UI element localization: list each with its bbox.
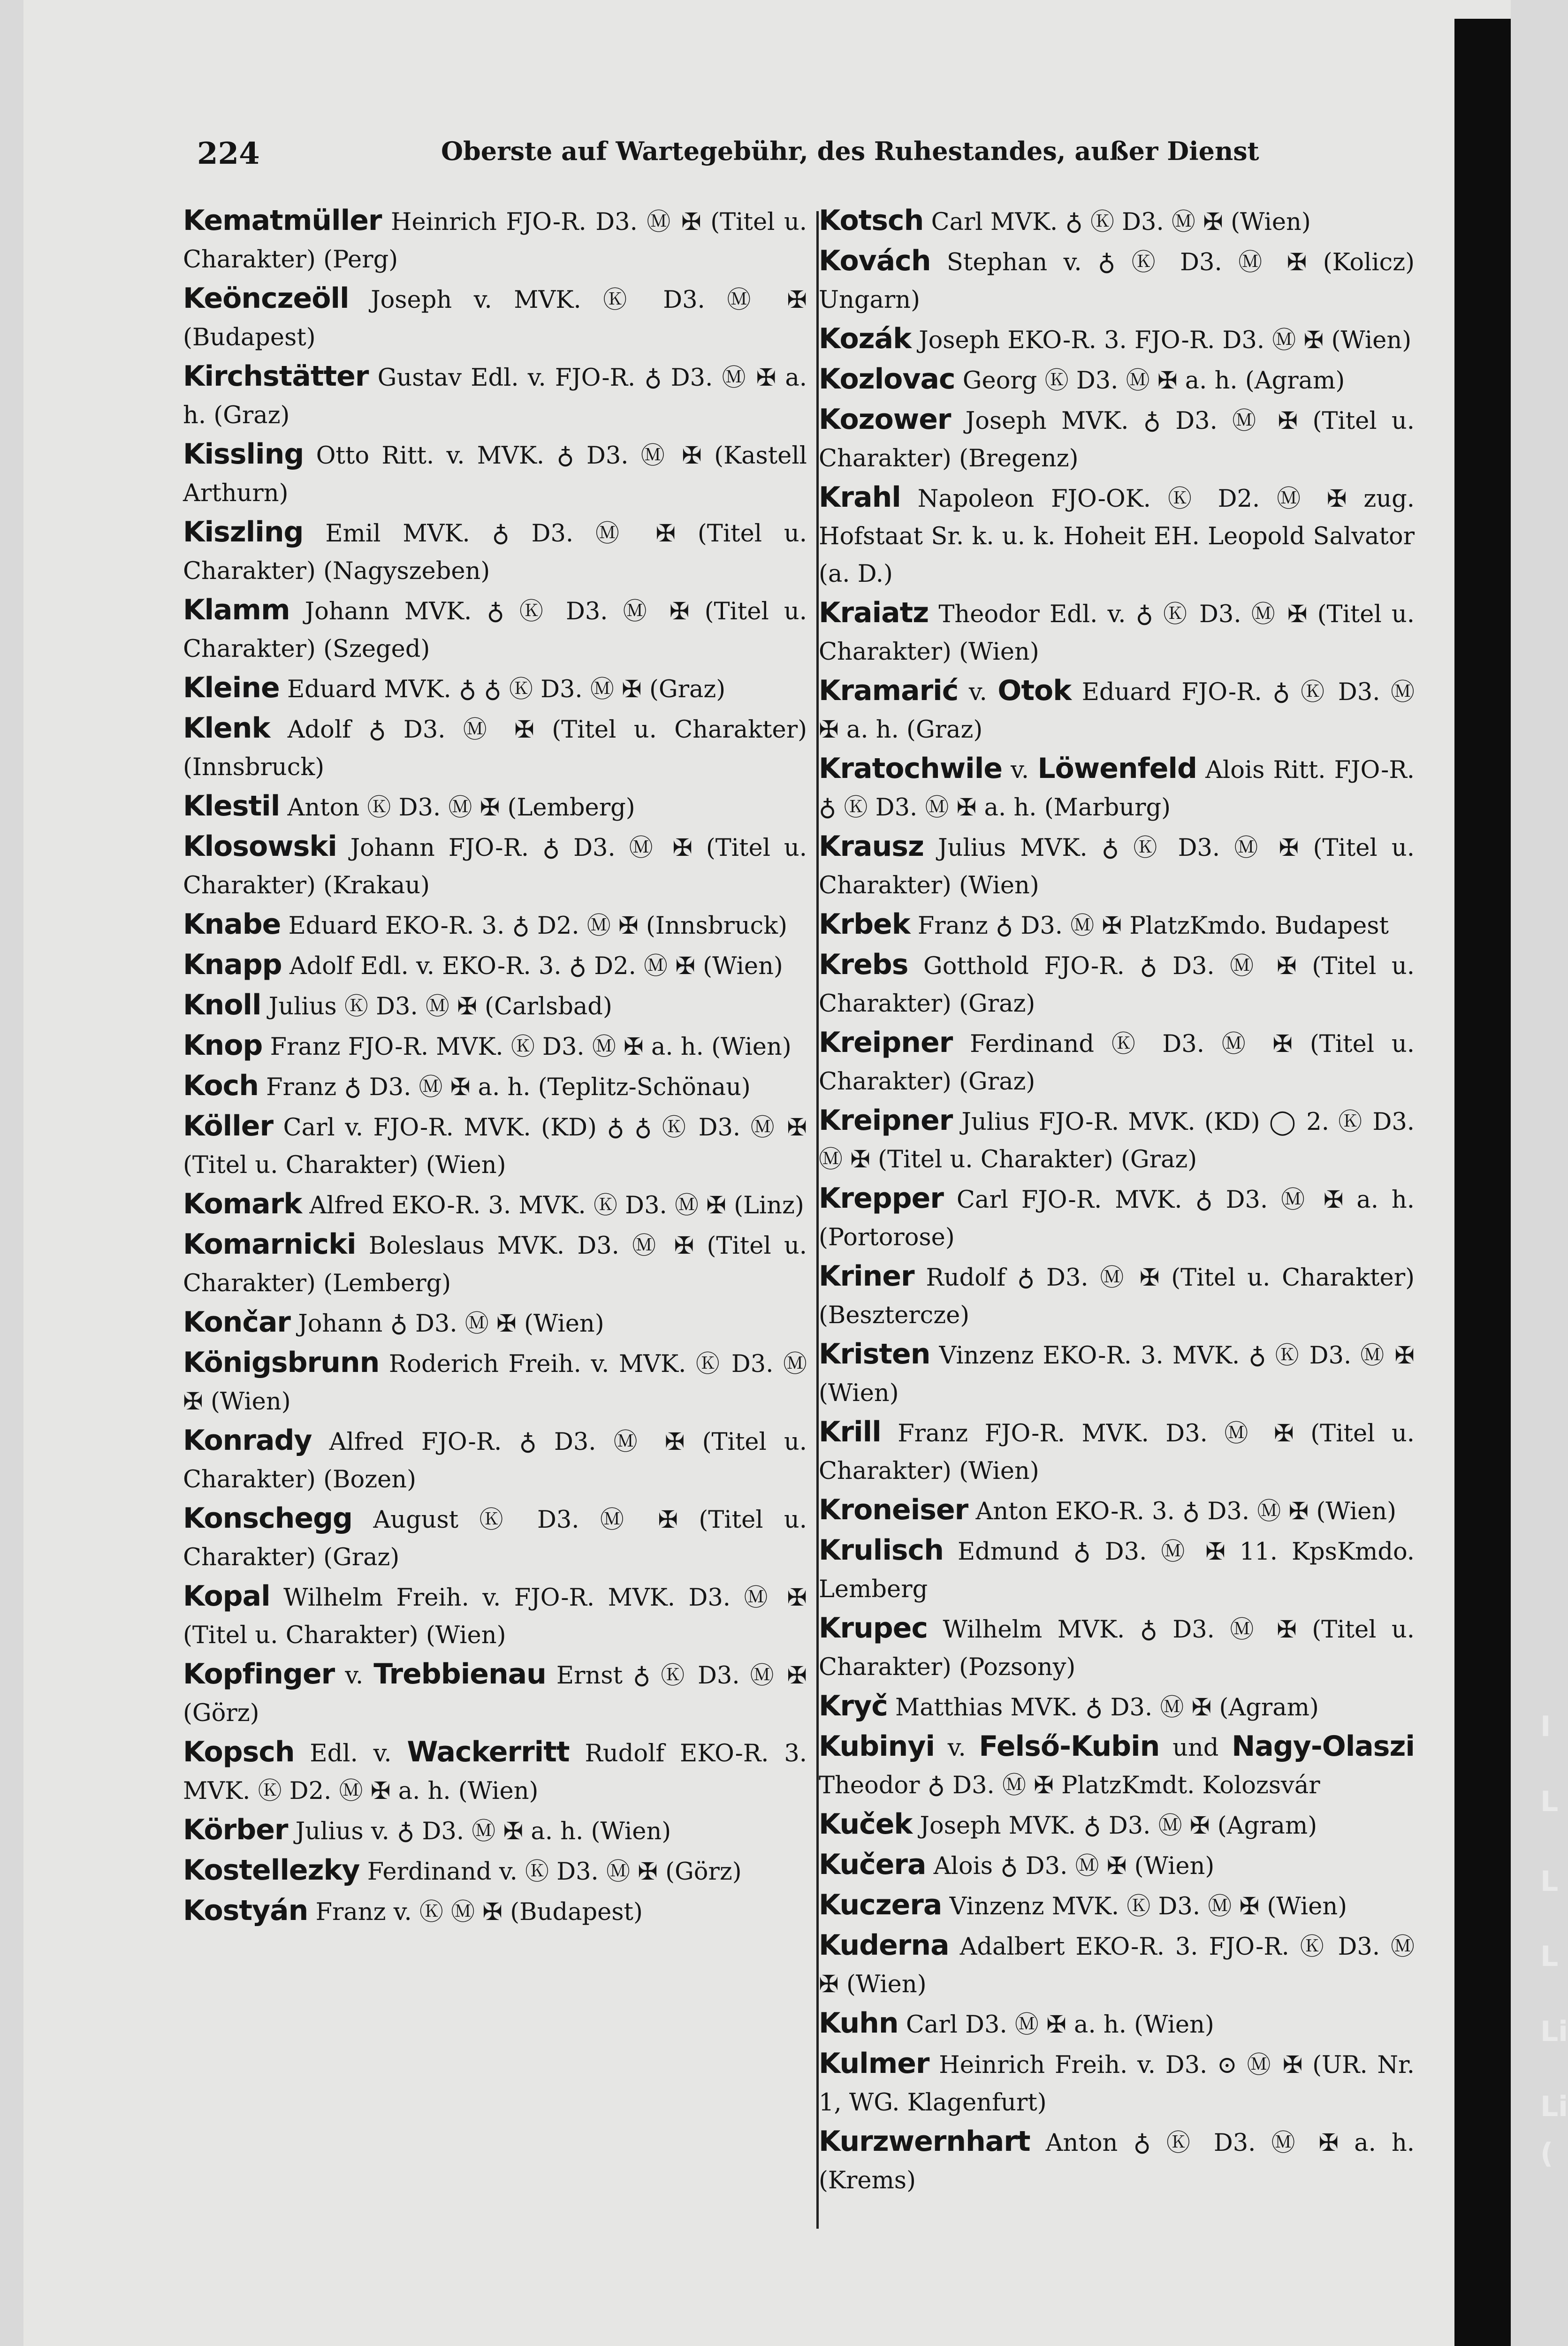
entry-surname: Knabe: [183, 908, 281, 941]
entry-surname: Koch: [183, 1069, 259, 1102]
entry-text: [819, 1609, 1415, 1686]
register-entry: [819, 750, 1415, 827]
entry-surname: Kirchstätter: [183, 360, 369, 393]
entry-surname: Klestil: [183, 790, 280, 823]
register-entry: [183, 828, 807, 905]
entry-surname: Kryč: [819, 1690, 888, 1722]
entry-particle: v.: [1011, 756, 1029, 784]
entry-text: [183, 787, 807, 827]
entry-text: [183, 1344, 807, 1421]
register-entry: [183, 1107, 807, 1184]
entry-text: [819, 360, 1415, 400]
edge-letter: I: [1540, 1710, 1551, 1743]
entry-details: Rudolf ♁ D3. Ⓜ ✠ (Titel u. Charakter) (Besztercze): [819, 1264, 1415, 1329]
edge-letter: L: [1540, 1785, 1559, 1818]
entry-surname: Kiszling: [183, 516, 304, 548]
entry-surname: Krupec: [819, 1612, 928, 1645]
register-entry: [819, 1024, 1415, 1101]
entry-surname: Knop: [183, 1029, 263, 1062]
register-entry: [819, 1805, 1415, 1845]
entry-surname: Kozower: [819, 403, 951, 436]
register-entry: [183, 1655, 807, 1732]
entry-text: [183, 591, 807, 668]
entry-details: Eduard MVK. ♁ ♁ Ⓚ D3. Ⓜ ✠ (Graz): [287, 676, 726, 703]
entry-surname: Kematmüller: [183, 204, 382, 237]
entry-surname: Krepper: [819, 1182, 944, 1215]
entry-text: [819, 906, 1415, 945]
register-entry: [819, 1531, 1415, 1608]
entry-text: [819, 2123, 1415, 2200]
entry-surname: Kozlovac: [819, 363, 955, 396]
entry-details: Heinrich Freih. v. D3. ⊙ Ⓜ ✠ (UR. Nr. 1, WG. Klagenfurt): [819, 2051, 1415, 2117]
register-entry: [183, 986, 807, 1026]
entry-surname: Klosowski: [183, 830, 337, 863]
entry-details: Boleslaus MVK. D3. Ⓜ ✠ (Titel u. Charakter) (Lemberg): [183, 1232, 807, 1297]
register-entry: [183, 1226, 807, 1302]
entry-text: [183, 1067, 807, 1106]
entry-details: Eduard EKO-R. 3. ♁ D2. Ⓜ ✠ (Innsbruck): [288, 912, 788, 940]
register-entry: [819, 1102, 1415, 1179]
entry-surname-2: Löwenfeld: [1037, 752, 1197, 785]
entry-details: Julius v. ♁ D3. Ⓜ ✠ a. h. (Wien): [295, 1818, 671, 1845]
edge-letter: L: [1540, 1865, 1559, 1898]
entry-surname: Krausz: [819, 830, 924, 863]
entry-text: [819, 320, 1415, 359]
entry-details: Emil MVK. ♁ D3. Ⓜ ✠ (Titel u. Charakter) (Nagyszeben): [183, 520, 807, 585]
register-entry: [183, 1344, 807, 1421]
entry-surname: Kroneiser: [819, 1493, 968, 1526]
entry-details: Joseph v. MVK. Ⓚ D3. Ⓜ ✠ (Budapest): [183, 286, 807, 351]
register-entry: [183, 1422, 807, 1499]
entry-surname: Kučera: [819, 1848, 926, 1881]
entry-text: [819, 1728, 1415, 1805]
register-entry: [183, 709, 807, 786]
entry-details: Otto Ritt. v. MVK. ♁ D3. Ⓜ ✠ (Kastell Arthurn): [183, 442, 807, 507]
register-entry: [183, 1892, 807, 1931]
register-entry: [819, 2045, 1415, 2122]
entry-details: Napoleon FJO-OK. Ⓚ D2. Ⓜ ✠ zug. Hofstaat Sr. k. u. k. Hoheit EH. Leopold Salvator (a. D.): [819, 485, 1415, 588]
register-entry: [819, 1257, 1415, 1334]
entry-details: Adolf ♁ D3. Ⓜ ✠ (Titel u. Charakter) (Innsbruck): [183, 716, 807, 781]
entry-surname: Kuček: [819, 1808, 913, 1841]
entry-details: Gotthold FJO-R. ♁ D3. Ⓜ ✠ (Titel u. Charakter) (Graz): [819, 952, 1415, 1018]
entry-surname: Kristen: [819, 1338, 930, 1371]
entry-details: Adalbert EKO-R. 3. FJO-R. Ⓚ D3. Ⓜ ✠ (Wien): [819, 1933, 1415, 1998]
entry-details: Anton ♁ Ⓚ D3. Ⓜ ✠ a. h. (Krems): [819, 2129, 1415, 2194]
entry-text: [183, 513, 807, 590]
entry-text: [819, 594, 1415, 671]
entry-details: Franz FJO-R. MVK. D3. Ⓜ ✠ (Titel u. Charakter) (Wien): [819, 1420, 1415, 1485]
entry-details: Franz ♁ D3. Ⓜ ✠ a. h. (Teplitz-Schönau): [266, 1074, 751, 1101]
edge-letter: Li: [1540, 2090, 1568, 2123]
entry-surname: Kuczera: [819, 1889, 942, 1921]
entry-details: Adolf Edl. v. EKO-R. 3. ♁ D2. Ⓜ ✠ (Wien): [289, 952, 783, 980]
register-entry: [819, 401, 1415, 478]
entry-details: Anton EKO-R. 3. ♁ D3. Ⓜ ✠ (Wien): [975, 1498, 1397, 1525]
entry-surname: Končar: [183, 1306, 291, 1339]
entry-surname: Konschegg: [183, 1502, 352, 1535]
entry-details: Joseph MVK. ♁ D3. Ⓜ ✠ (Titel u. Charakter) (Bregenz): [819, 407, 1415, 472]
entry-text: [183, 1851, 807, 1891]
register-entry: [819, 2004, 1415, 2044]
entry-details: Carl MVK. ♁ Ⓚ D3. Ⓜ ✠ (Wien): [931, 208, 1311, 236]
entry-text: [183, 358, 807, 434]
entry-surname: Krbek: [819, 908, 910, 941]
entry-details: Theodor Edl. v. ♁ Ⓚ D3. Ⓜ ✠ (Titel u. Charakter) (Wien): [819, 601, 1415, 666]
entry-text: [819, 1687, 1415, 1727]
entry-particle: Edl. v.: [310, 1740, 392, 1767]
register-entry: [819, 594, 1415, 671]
entry-surname: Kreipner: [819, 1104, 953, 1137]
binding-edge: [1454, 19, 1511, 2346]
entry-text: [819, 202, 1415, 241]
entry-surname: Komarnicki: [183, 1228, 356, 1261]
entry-surname: Kopfinger: [183, 1658, 335, 1691]
entry-surname: Knoll: [183, 989, 261, 1021]
entry-details: Alfred FJO-R. ♁ D3. Ⓜ ✠ (Titel u. Charakter) (Bozen): [183, 1428, 807, 1493]
entry-surname: Kopsch: [183, 1736, 295, 1768]
entry-surname: Kopal: [183, 1580, 270, 1613]
entry-surname: Komark: [183, 1188, 302, 1220]
entry-surname: Kubinyi: [819, 1730, 935, 1763]
entry-surname: Konrady: [183, 1424, 312, 1457]
register-entry: [819, 672, 1415, 749]
entry-surname: Krebs: [819, 948, 908, 981]
entry-surname: Köller: [183, 1110, 274, 1143]
entry-details: Johann FJO-R. ♁ D3. Ⓜ ✠ (Titel u. Charakter) (Krakau): [183, 834, 807, 899]
entry-text: [183, 1577, 807, 1654]
entry-details: Julius Ⓚ D3. Ⓜ ✠ (Carlsbad): [268, 993, 612, 1021]
entry-details: Carl FJO-R. MVK. ♁ D3. Ⓜ ✠ a. h. (Portorose): [819, 1186, 1415, 1251]
entry-text: [819, 946, 1415, 1023]
entry-details: Franz v. Ⓚ Ⓜ ✠ (Budapest): [315, 1898, 643, 1926]
register-entry: [819, 1728, 1415, 1805]
entry-details: Stephan v. ♁ Ⓚ D3. Ⓜ ✠ (Kolicz) Ungarn): [819, 249, 1415, 314]
entry-surname-2: Felső-Kubin: [979, 1730, 1160, 1763]
entry-surname: Krill: [819, 1416, 881, 1448]
entry-surname: Kleine: [183, 671, 280, 704]
entry-surname: Keönczeöll: [183, 282, 349, 315]
entry-text: [183, 202, 807, 279]
entry-details: Alfred EKO-R. 3. MVK. Ⓚ D3. Ⓜ ✠ (Linz): [309, 1192, 804, 1219]
entry-text: [819, 1335, 1415, 1412]
entry-text: [819, 1846, 1415, 1885]
entry-details: Franz ♁ D3. Ⓜ ✠ PlatzKmdo. Budapest: [917, 912, 1389, 940]
entry-details: Franz FJO-R. MVK. Ⓚ D3. Ⓜ ✠ a. h. (Wien): [270, 1033, 792, 1061]
entry-text: [183, 1811, 807, 1851]
entry-text: [819, 1257, 1415, 1334]
entry-surname: Kozák: [819, 322, 911, 355]
entry-particle: v.: [947, 1734, 966, 1762]
entry-surname: Kotsch: [819, 204, 924, 237]
register-entry: [183, 1027, 807, 1066]
register-entry: [819, 320, 1415, 359]
register-entry: [819, 479, 1415, 593]
register-entry: [819, 906, 1415, 945]
register-entry: [183, 906, 807, 945]
entry-text: [819, 1805, 1415, 1845]
entry-text: [183, 1733, 807, 1810]
register-entry: [183, 669, 807, 708]
entry-text: [819, 1413, 1415, 1490]
entry-text: [183, 1185, 807, 1225]
entry-surname: Kratochwile: [819, 752, 1003, 785]
register-entry: [819, 1687, 1415, 1727]
register-entry: [183, 1303, 807, 1343]
entry-details: Johann ♁ D3. Ⓜ ✠ (Wien): [298, 1310, 604, 1338]
entry-text: [183, 986, 807, 1026]
entry-text: [183, 435, 807, 512]
register-entry: [183, 358, 807, 434]
entry-surname: Klamm: [183, 594, 290, 626]
register-entry: [183, 1185, 807, 1225]
entry-surname: Kostellezky: [183, 1854, 360, 1887]
right-column: [819, 202, 1415, 2201]
entry-details: Rudolf EKO-R. 3. MVK. Ⓚ D2. Ⓜ ✠ a. h. (Wien): [183, 1740, 807, 1805]
entry-particle-2: und: [1172, 1734, 1219, 1762]
edge-letter: (: [1540, 2137, 1553, 2170]
entry-text: [819, 1102, 1415, 1179]
entry-text: [819, 1180, 1415, 1257]
entry-details: Joseph MVK. ♁ D3. Ⓜ ✠ (Agram): [920, 1812, 1317, 1840]
entry-details: Roderich Freih. v. MVK. Ⓚ D3. Ⓜ ✠ (Wien): [183, 1350, 807, 1416]
entry-text: [819, 1491, 1415, 1531]
register-entry: [819, 202, 1415, 241]
entry-details: Gustav Edl. v. FJO-R. ♁ D3. Ⓜ ✠ a. h. (Graz): [183, 364, 807, 429]
entry-text: [819, 2045, 1415, 2122]
register-entry: [819, 242, 1415, 319]
entry-text: [183, 1303, 807, 1343]
entry-text: [183, 669, 807, 708]
entry-text: [819, 1927, 1415, 2003]
entry-details: Wilhelm Freih. v. FJO-R. MVK. D3. Ⓜ ✠ (Titel u. Charakter) (Wien): [183, 1584, 807, 1649]
entry-surname: Knapp: [183, 948, 282, 981]
entry-particle: v.: [968, 678, 987, 706]
register-entry: [819, 360, 1415, 400]
entry-text: [819, 672, 1415, 749]
register-entry: [819, 1335, 1415, 1412]
entry-surname: Kurzwernhart: [819, 2125, 1030, 2158]
entry-text: [819, 401, 1415, 478]
entry-text: [183, 1107, 807, 1184]
entry-particle: v.: [345, 1662, 364, 1690]
entry-text: [183, 1226, 807, 1302]
entry-details: Vinzenz MVK. Ⓚ D3. Ⓜ ✠ (Wien): [949, 1893, 1347, 1920]
entry-surname: Königsbrunn: [183, 1346, 380, 1379]
entry-details: Heinrich FJO-R. D3. Ⓜ ✠ (Titel u. Charakter) (Perg): [183, 208, 807, 274]
entry-text: [819, 2004, 1415, 2044]
entry-details: Georg Ⓚ D3. Ⓜ ✠ a. h. (Agram): [962, 367, 1345, 395]
entry-text: [819, 828, 1415, 905]
entry-text: [183, 1892, 807, 1931]
page-number: 224: [197, 136, 260, 171]
entry-text: [819, 1531, 1415, 1608]
register-entry: [819, 1491, 1415, 1531]
register-entry: [183, 787, 807, 827]
register-entry: [183, 202, 807, 279]
entry-surname: Kovách: [819, 244, 931, 277]
register-entry: [819, 946, 1415, 1023]
register-entry: [819, 1846, 1415, 1885]
entry-surname-2: Otok: [997, 674, 1072, 707]
entry-surname-2: Wackerritt: [407, 1736, 570, 1768]
entry-surname: Kuhn: [819, 2007, 898, 2040]
left-column: [183, 202, 807, 1932]
register-entry: [819, 1927, 1415, 2003]
entry-details: Anton Ⓚ D3. Ⓜ ✠ (Lemberg): [287, 794, 635, 822]
running-title: Oberste auf Wartegebühr, des Ruhestandes, außer Dienst: [441, 136, 1259, 166]
entry-text: [183, 946, 807, 985]
register-entry: [819, 1413, 1415, 1490]
entry-details: Vinzenz EKO-R. 3. MVK. ♁ Ⓚ D3. Ⓜ ✠ (Wien): [819, 1342, 1415, 1407]
entry-text: [183, 280, 807, 357]
register-entry: [183, 1851, 807, 1891]
entry-text: [183, 1027, 807, 1066]
register-entry: [819, 1180, 1415, 1257]
entry-surname: Kostyán: [183, 1894, 308, 1927]
entry-surname: Kraiatz: [819, 596, 929, 629]
entry-details: Carl v. FJO-R. MVK. (KD) ♁ ♁ Ⓚ D3. Ⓜ ✠ (Titel u. Charakter) (Wien): [183, 1114, 807, 1179]
entry-text: [183, 1422, 807, 1499]
entry-text: [183, 1655, 807, 1732]
register-entry: [819, 1609, 1415, 1686]
entry-details: Alois ♁ D3. Ⓜ ✠ (Wien): [933, 1852, 1215, 1880]
entry-text: [183, 828, 807, 905]
edge-letter: L: [1540, 1940, 1559, 1973]
entry-surname: Krulisch: [819, 1534, 944, 1567]
entry-details: Alois Ritt. FJO-R. ♁ Ⓚ D3. Ⓜ ✠ a. h. (Marburg): [819, 756, 1415, 822]
register-entry: [819, 1886, 1415, 1926]
register-entry: [819, 828, 1415, 905]
entry-details: Julius MVK. ♁ Ⓚ D3. Ⓜ ✠ (Titel u. Charakter) (Wien): [819, 834, 1415, 899]
register-entry: [183, 946, 807, 985]
entry-surname: Kriner: [819, 1260, 914, 1293]
entry-text: [819, 479, 1415, 593]
entry-surname: Klenk: [183, 712, 270, 745]
entry-surname: Kreipner: [819, 1026, 953, 1059]
register-entry: [183, 1067, 807, 1106]
register-entry: [183, 1733, 807, 1810]
entry-surname-2: Trebbienau: [373, 1658, 546, 1691]
entry-text: [183, 906, 807, 945]
entry-surname: Kulmer: [819, 2047, 929, 2080]
register-entry: [183, 591, 807, 668]
entry-text: [819, 750, 1415, 827]
entry-details: August Ⓚ D3. Ⓜ ✠ (Titel u. Charakter) (Graz): [183, 1506, 807, 1571]
entry-surname: Körber: [183, 1813, 288, 1846]
register-entry: [183, 1500, 807, 1577]
entry-details: Julius FJO-R. MVK. (KD) ◯ 2. Ⓚ D3. Ⓜ ✠ (Titel u. Charakter) (Graz): [819, 1108, 1415, 1173]
register-entry: [183, 1811, 807, 1851]
entry-details: Theodor ♁ D3. Ⓜ ✠ PlatzKmdt. Kolozsvár: [819, 1772, 1320, 1799]
entry-details: Johann MVK. ♁ Ⓚ D3. Ⓜ ✠ (Titel u. Charakter) (Szeged): [183, 598, 807, 663]
entry-details: Ernst ♁ Ⓚ D3. Ⓜ ✠ (Görz): [183, 1662, 807, 1727]
entry-surname: Kuderna: [819, 1929, 949, 1962]
entry-surname-3: Nagy-Olaszi: [1232, 1730, 1415, 1763]
entry-text: [183, 1500, 807, 1577]
register-entry: [183, 435, 807, 512]
entry-details: Carl D3. Ⓜ ✠ a. h. (Wien): [906, 2011, 1214, 2039]
entry-text: [819, 242, 1415, 319]
entry-text: [183, 709, 807, 786]
entry-details: Eduard FJO-R. ♁ Ⓚ D3. Ⓜ ✠ a. h. (Graz): [819, 678, 1415, 744]
entry-text: [819, 1886, 1415, 1926]
entry-surname: Kramarić: [819, 674, 959, 707]
entry-details: Joseph EKO-R. 3. FJO-R. D3. Ⓜ ✠ (Wien): [919, 327, 1412, 354]
register-entry: [819, 2123, 1415, 2200]
entry-details: Wilhelm MVK. ♁ D3. Ⓜ ✠ (Titel u. Charakter) (Pozsony): [819, 1616, 1415, 1681]
register-entry: [183, 280, 807, 357]
register-entry: [183, 513, 807, 590]
register-entry: [183, 1577, 807, 1654]
entry-details: Ferdinand Ⓚ D3. Ⓜ ✠ (Titel u. Charakter) (Graz): [819, 1030, 1415, 1096]
entry-details: Edmund ♁ D3. Ⓜ ✠ 11. KpsKmdo. Lemberg: [819, 1538, 1415, 1603]
entry-details: Matthias MVK. ♁ D3. Ⓜ ✠ (Agram): [895, 1694, 1319, 1721]
page-header: [197, 136, 1259, 188]
entry-details: Ferdinand v. Ⓚ D3. Ⓜ ✠ (Görz): [367, 1858, 742, 1886]
entry-surname: Krahl: [819, 481, 901, 514]
entry-text: [819, 1024, 1415, 1101]
entry-surname: Kissling: [183, 438, 304, 471]
edge-letter: Li: [1540, 2015, 1568, 2048]
